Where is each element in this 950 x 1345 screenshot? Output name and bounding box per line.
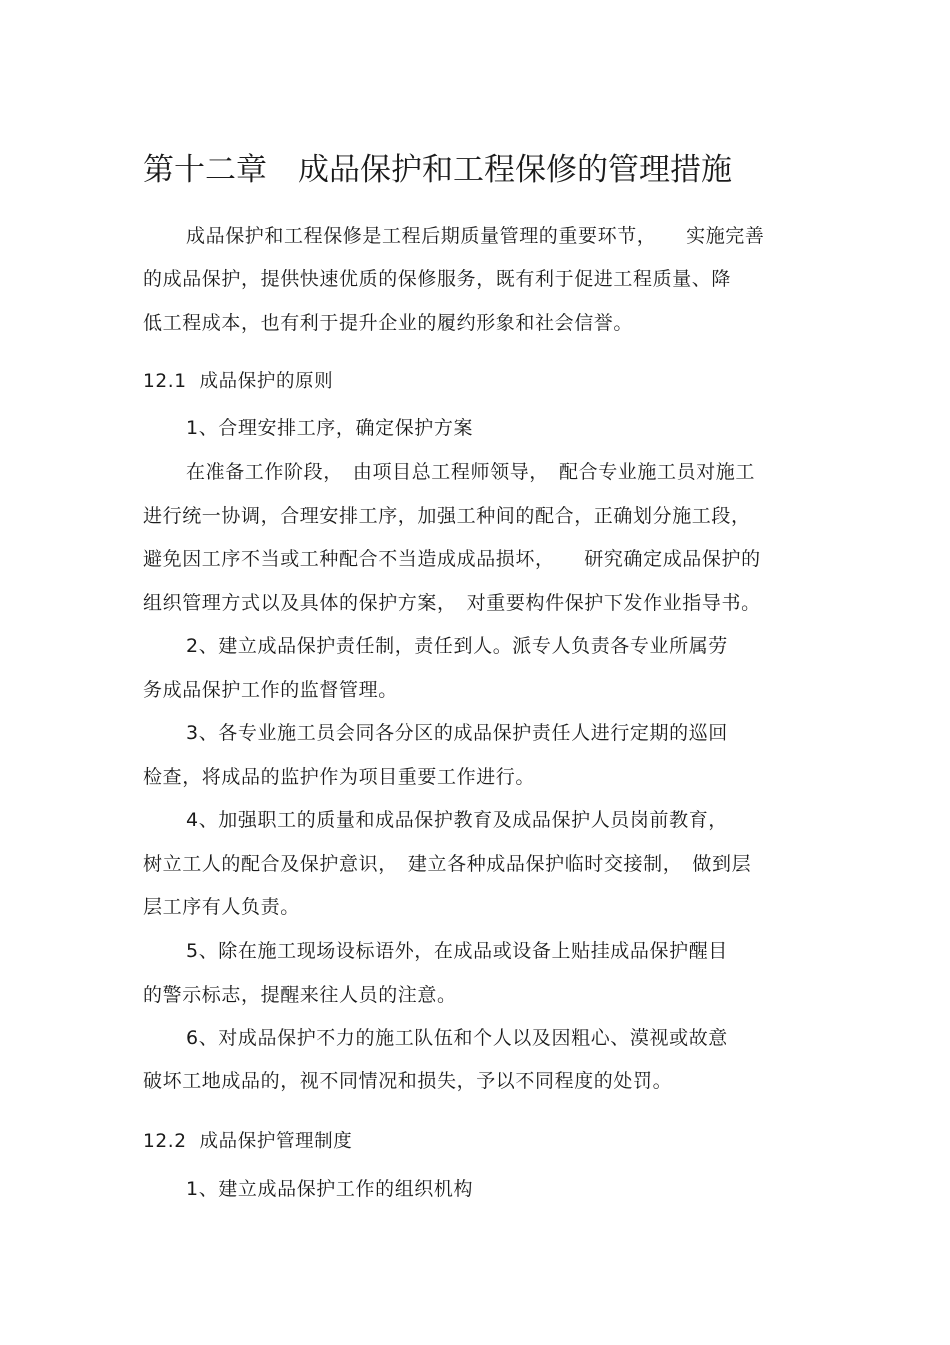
item-4-line-2: 树立工人的配合及保护意识， 建立各种成品保护临时交接制， 做到层 — [143, 853, 752, 875]
item-4-line-3: 层工序有人负责。 — [143, 896, 300, 918]
section-heading-12-1: 12.1 成品保护的原则 — [143, 371, 334, 392]
item-1-body-line-4: 组织管理方式以及具体的保护方案， 对重要构件保护下发作业指导书。 — [143, 592, 761, 614]
item-5-line-2: 的警示标志，提醒来往人员的注意。 — [143, 984, 457, 1006]
item-2-line-1: 2、建立成品保护责任制，责任到人。派专人负责各专业所属劳 — [186, 635, 728, 657]
item-2-line-2: 务成品保护工作的监督管理。 — [143, 679, 398, 701]
item-1-body-line-2: 进行统一协调，合理安排工序，加强工种间的配合，正确划分施工段， — [143, 505, 751, 527]
intro-line-1: 成品保护和工程保修是工程后期质量管理的重要环节， 实施完善 — [186, 225, 765, 247]
section-heading-12-2: 12.2 成品保护管理制度 — [143, 1131, 353, 1152]
item-3-line-2: 检查，将成品的监护作为项目重要工作进行。 — [143, 766, 536, 788]
item-1-body-line-3: 避免因工序不当或工种配合不当造成成品损坏， 研究确定成品保护的 — [143, 548, 761, 570]
intro-line-3: 低工程成本，也有利于提升企业的履约形象和社会信誉。 — [143, 312, 634, 334]
chapter-title: 第十二章 成品保护和工程保修的管理措施 — [143, 152, 732, 188]
item-4-line-1: 4、加强职工的质量和成品保护教育及成品保护人员岗前教育， — [186, 809, 728, 831]
item-5-line-1: 5、除在施工现场设标语外，在成品或设备上贴挂成品保护醒目 — [186, 940, 728, 962]
intro-line-2: 的成品保护，提供快速优质的保修服务，既有利于促进工程质量、降 — [143, 268, 732, 290]
item-3-line-1: 3、各专业施工员会同各分区的成品保护责任人进行定期的巡回 — [186, 722, 728, 744]
item-1-title: 1、合理安排工序，确定保护方案 — [186, 417, 474, 439]
item-6-line-2: 破坏工地成品的，视不同情况和损失，予以不同程度的处罚。 — [143, 1070, 673, 1092]
item-6-line-1: 6、对成品保护不力的施工队伍和个人以及因粗心、漠视或故意 — [186, 1027, 728, 1049]
section-2-item-1-title: 1、建立成品保护工作的组织机构 — [186, 1178, 474, 1200]
item-1-body-line-1: 在准备工作阶段， 由项目总工程师领导， 配合专业施工员对施工 — [186, 461, 756, 483]
